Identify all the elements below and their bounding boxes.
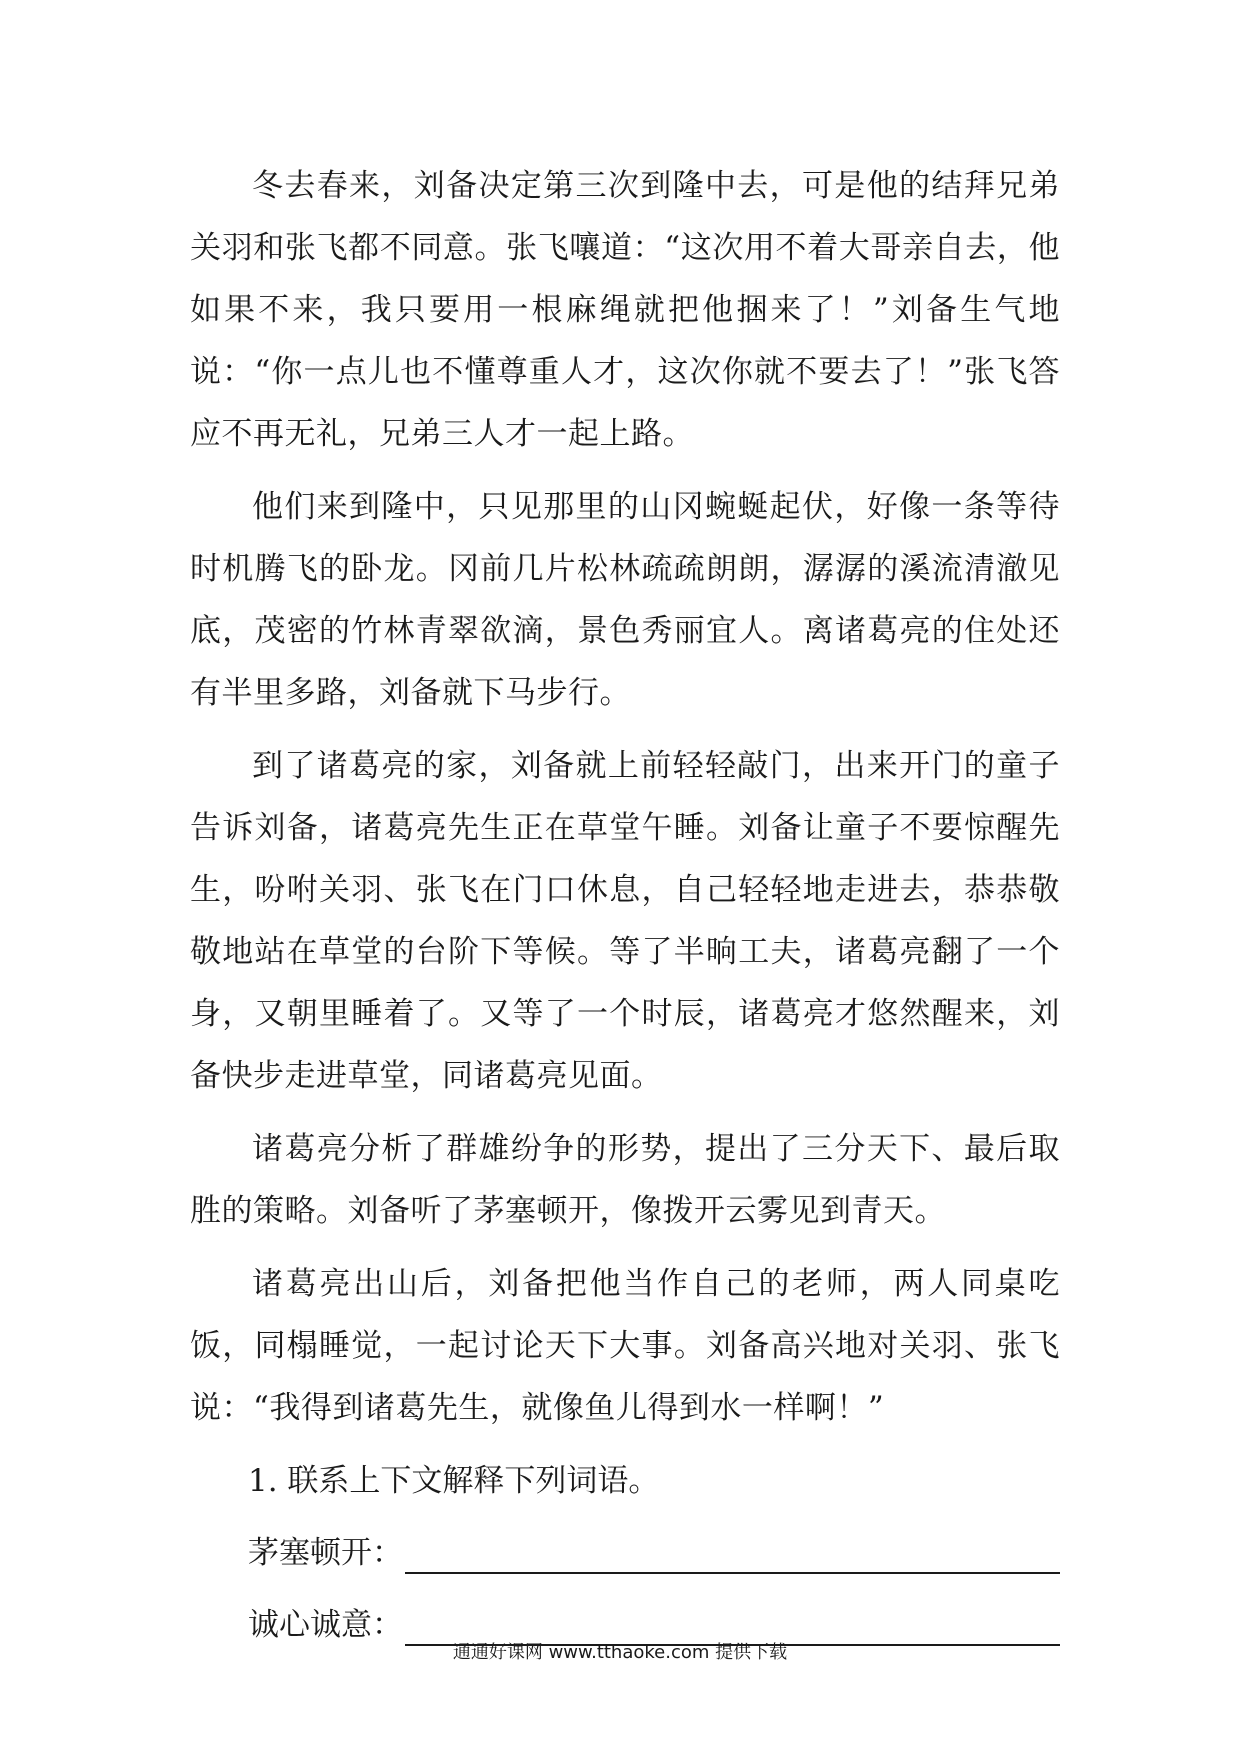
- passage-content: [190, 155, 1060, 1656]
- question-prompt: 1. 联系上下文解释下列词语。: [248, 1463, 660, 1499]
- answer-row-1: [190, 1522, 1060, 1584]
- answer-label: 茅塞顿开：: [248, 1535, 403, 1571]
- passage-paragraph-1: 冬去春来，刘备决定第三次到隆中去，可是他的结拜兄弟关羽和张飞都不同意。张飞嚷道：“这次用不着大哥亲自去，他如果不来，我只要用一根麻绳就把他捆来了！”刘备生气地说：“你一点儿也不懂尊重人才，这次你就不要去了！”张飞答应不再无礼，兄弟三人才一起上路。: [190, 168, 1060, 452]
- page-footer: 通通好课网 www.tthaoke.com 提供下载: [452, 1642, 788, 1663]
- answer-label: 诚心诚意：: [248, 1607, 403, 1643]
- passage-paragraph-2: 他们来到隆中，只见那里的山冈蜿蜒起伏，好像一条等待时机腾飞的卧龙。冈前几片松林疏疏朗朗，潺潺的溪流清澈见底，茂密的竹林青翠欲滴，景色秀丽宜人。离诸葛亮的住处还有半里多路，刘备就下马步行。: [190, 489, 1060, 711]
- passage-paragraph-5: 诸葛亮出山后，刘备把他当作自己的老师，两人同桌吃饭，同榻睡觉，一起讨论天下大事。刘备高兴地对关羽、张飞说：“我得到诸葛先生，就像鱼儿得到水一样啊！”: [190, 1266, 1060, 1426]
- passage-paragraph-3: 到了诸葛亮的家，刘备就上前轻轻敲门，出来开门的童子告诉刘备，诸葛亮先生正在草堂午睡。刘备让童子不要惊醒先生，吩咐关羽、张飞在门口休息，自己轻轻地走进去，恭恭敬敬地站在草堂的台阶下等候。等了半晌工夫，诸葛亮翻了一个身，又朝里睡着了。又等了一个时辰，诸葛亮才悠然醒来，刘备快步走进草堂，同诸葛亮见面。: [190, 748, 1060, 1094]
- answer-blank-line[interactable]: [405, 1524, 1060, 1574]
- passage-paragraph-4: 诸葛亮分析了群雄纷争的形势，提出了三分天下、最后取胜的策略。刘备听了茅塞顿开，像拨开云雾见到青天。: [190, 1131, 1060, 1229]
